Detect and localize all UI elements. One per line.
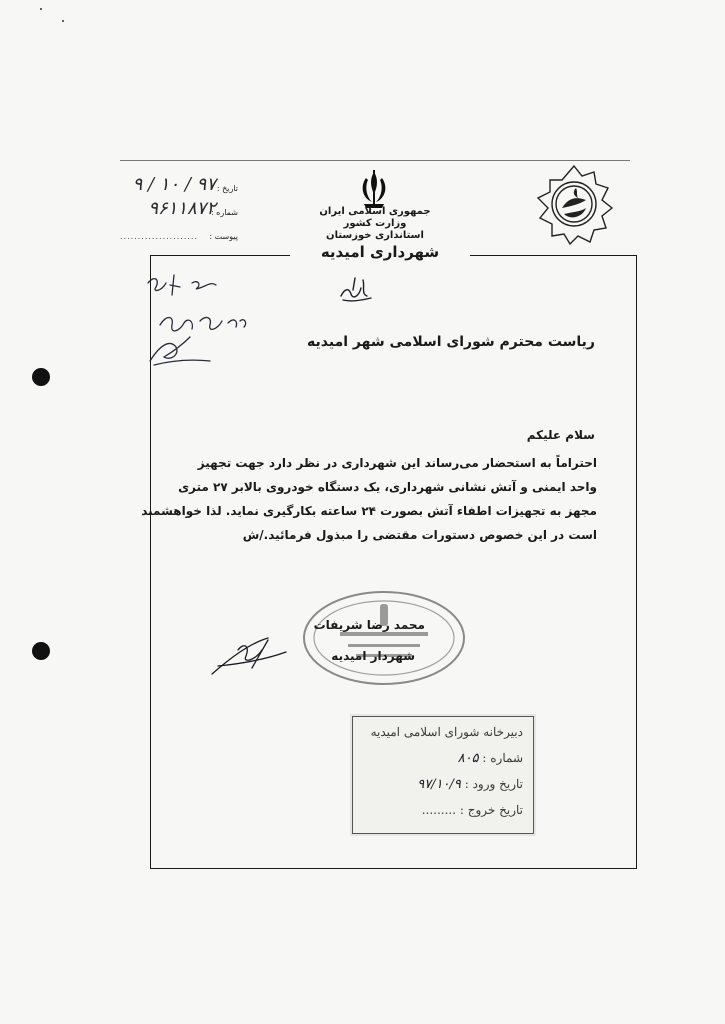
attachment-label: پیوست :	[209, 232, 238, 241]
attachment-dots: ......................	[120, 232, 198, 241]
body-line: احتراماً به استحضار می‌رساند این شهرداری در نظر دارد جهت تجهیز	[197, 456, 597, 470]
date-label: تاریخ :	[216, 184, 238, 193]
official-seal	[300, 588, 468, 688]
date-field	[118, 174, 238, 200]
signatory-name: محمد رضا شریفات	[313, 618, 425, 632]
registration-stamp	[352, 716, 534, 834]
letterhead-line: جمهوری اسلامی ایران	[319, 206, 431, 217]
municipality-logo-icon	[532, 162, 616, 246]
registration-title: دبیرخانه شورای اسلامی امیدیه	[370, 725, 523, 739]
registration-number-row	[458, 751, 523, 766]
iran-emblem-icon	[356, 168, 392, 210]
top-signature-scribble	[335, 270, 377, 306]
handwritten-margin-note	[140, 265, 270, 375]
number-value: ۹۶۱۱۸۷۲	[148, 198, 216, 219]
date-value: ۹۷ / ۱۰ / ۹	[132, 174, 216, 195]
registration-exit-row	[422, 803, 523, 817]
letterhead-line: استانداری خوزستان	[326, 230, 424, 241]
scan-speck	[62, 20, 64, 22]
letterhead-line: وزارت کشور	[343, 218, 407, 229]
scan-speck	[40, 8, 42, 10]
registration-number-value: ۸۰۵	[457, 751, 479, 766]
organization-title: شهرداری امیدیه	[290, 243, 470, 261]
punch-hole-top	[32, 368, 50, 386]
registration-exit-value: .........	[421, 803, 457, 817]
number-label: شماره :	[210, 208, 238, 217]
attachment-field	[118, 228, 238, 248]
registration-exit-label: تاریخ خروج :	[459, 803, 523, 817]
registration-entry-row	[417, 777, 523, 792]
punch-hole-bottom	[32, 642, 50, 660]
greeting: سلام علیکم	[526, 428, 595, 442]
body-line: واحد ایمنی و آتش نشانی شهرداری، یک دستگاه خودروی بالابر ۲۷ متری	[178, 480, 597, 494]
letterhead-rule	[120, 160, 630, 161]
registration-entry-label: تاریخ ورود :	[464, 777, 523, 791]
signatory-title: شهردار امیدیه	[331, 649, 415, 663]
signatory-signature-scribble	[208, 630, 288, 678]
number-field	[118, 198, 238, 224]
letterhead-text	[300, 206, 450, 242]
registration-entry-value: ۹۷/۱۰/۹	[417, 777, 461, 792]
addressee: ریاست محترم شورای اسلامی شهر امیدیه	[307, 334, 595, 350]
registration-number-label: شماره :	[482, 751, 523, 765]
body-line: مجهز به تجهیزات اطفاء آتش بصورت ۲۴ ساعته بکارگیری نماید. لذا خواهشمند	[141, 504, 597, 518]
body-line: است در این خصوص دستورات مقتضی را مبذول فرمائید./ش	[242, 528, 597, 542]
